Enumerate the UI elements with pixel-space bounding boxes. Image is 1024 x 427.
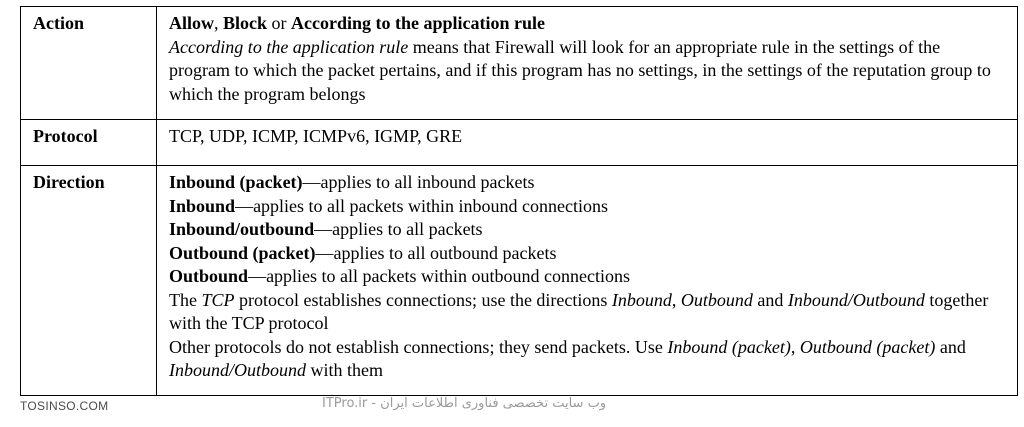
direction-term: Inbound/outbound [169, 219, 315, 239]
watermark-left: TOSINSO.COM [20, 399, 109, 413]
option-block: Block [223, 13, 268, 33]
note-text: The [169, 289, 202, 310]
protocol-value: TCP, UDP, ICMP, ICMPv6, IGMP, GRE [157, 120, 1018, 166]
note-text: with them [306, 360, 383, 380]
note-text: together with the TCP protocol [169, 289, 989, 333]
direction-term: Outbound [169, 266, 249, 286]
note-text: and [935, 336, 966, 357]
direction-term: Outbound (packet) [169, 242, 316, 263]
note-term: Outbound (packet) [799, 336, 936, 357]
direction-desc: —applies to all packets within outbound connections [248, 266, 630, 286]
direction-item [169, 242, 1005, 266]
direction-item [169, 218, 1005, 242]
option-application-rule: According to the application rule [291, 13, 546, 33]
note-term: Inbound (packet) [667, 336, 791, 357]
separator: or [267, 13, 292, 33]
note-term: TCP [201, 289, 235, 310]
option-allow: Allow [169, 13, 214, 33]
direction-desc: —applies to all packets within inbound connections [235, 195, 608, 216]
note-text: Other protocols do not establish connections; they send packets. Use [169, 336, 668, 357]
direction-term: Inbound (packet) [169, 172, 303, 192]
direction-item [169, 171, 1005, 195]
watermark-right: ITPro.ir - وب سایت تخصصی فناوری اطلاعات ایران [322, 396, 607, 411]
table-row-protocol [21, 120, 1018, 166]
note-text: protocol establishes connections; use the directions [234, 289, 612, 310]
direction-desc: —applies to all outbound packets [315, 242, 557, 263]
action-value-cell [157, 7, 1018, 120]
note-term: Inbound/Outbound [169, 360, 306, 380]
direction-value-cell [157, 166, 1018, 396]
description-term: According to the application rule [169, 36, 409, 57]
direction-item [169, 195, 1005, 219]
separator: , [214, 13, 223, 33]
direction-item [169, 265, 1005, 289]
table-row-action [21, 7, 1018, 120]
table-row-direction [21, 166, 1018, 396]
action-options [169, 12, 1005, 36]
direction-label: Direction [21, 166, 157, 396]
other-protocols-note [169, 336, 1005, 383]
note-text: , [790, 336, 800, 357]
action-description [169, 36, 1005, 107]
direction-desc: —applies to all inbound packets [302, 172, 535, 192]
note-text: , [671, 289, 681, 310]
tcp-note [169, 289, 1005, 336]
note-term: Inbound [611, 289, 672, 310]
description-text: means that Firewall will look for an appropriate rule in the settings of the program to which the packet pertains, and if this program has no settings, in the settings of the reputation group to which the program belongs [169, 36, 991, 104]
settings-table [20, 6, 1018, 396]
note-term: Inbound/Outbound [787, 289, 925, 310]
direction-desc: —applies to all packets [314, 219, 483, 239]
note-term: Outbound [680, 289, 753, 310]
direction-term: Inbound [169, 195, 236, 216]
action-label: Action [21, 7, 157, 120]
note-text: and [752, 289, 788, 310]
protocol-label: Protocol [21, 120, 157, 166]
